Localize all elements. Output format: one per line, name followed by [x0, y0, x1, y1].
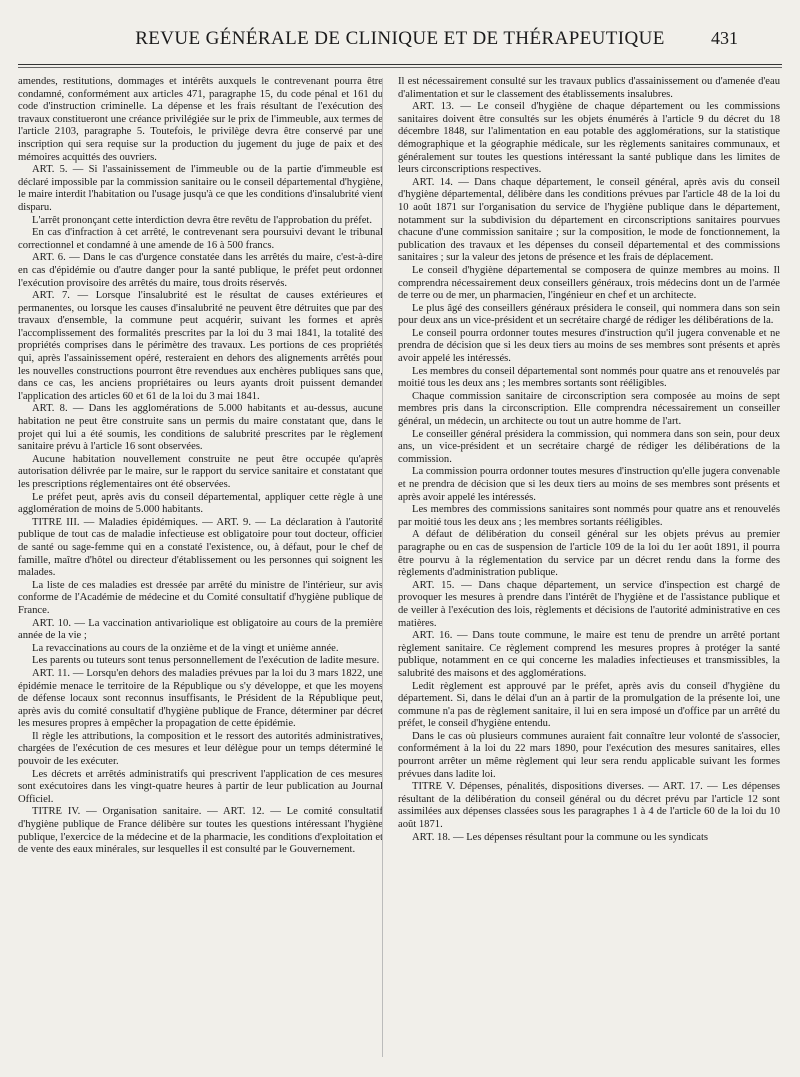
paragraph: TITRE V. Dépenses, pénalités, dispositions diverses. — ART. 17. — Les dépenses résultant de la délibération du conseil général ou du décret prévu par l'article 12 sont assimilées aux dépenses classées sous les paragraphes 1 à 4 de l'article 60 de la loi du 10 août 1871.: [398, 781, 780, 831]
paragraph: La revaccinations au cours de la onzième et de la vingt et unième année.: [32, 642, 339, 654]
paragraph: Les parents ou tuteurs sont tenus personnellement de l'exécution de ladite mesure.: [32, 655, 380, 667]
paragraph: ART. 8. — Dans les agglomérations de 5.000 habitants et au-dessus, aucune habitation ne peut être construite sans un permis du maire constatant que, dans le projet qui lui a été soumis, les conditions de salubrité prescrites par le règlement sanitaire prévu à l'article 16 sont observées.: [18, 403, 383, 453]
right-column: [398, 76, 780, 844]
paragraph: L'arrêt prononçant cette interdiction devra être revêtu de l'approbation du préfet.: [32, 214, 373, 226]
paragraph: TITRE III. — Maladies épidémiques. — ART. 9. — La déclaration à l'autorité publique de tout cas de maladie infectieuse est obligatoire pour tout docteur, officier de santé ou sage-femme qui en a constaté l'existence, ou, à défaut, pour le chef de famille, maître d'hôtel ou directeur d'établissement ou les personnes qui soignent les malades.: [18, 516, 383, 579]
paragraph: Les décrets et arrêtés administratifs qui prescrivent l'application de ces mesures sont exécutoires dans les vingt-quatre heures à partir de leur publication au Journal Officiel.: [18, 768, 383, 805]
paragraph: Il est nécessairement consulté sur les travaux publics d'assainissement ou d'amenée d'eau d'alimentation et sur le classement des établissements insalubres.: [398, 76, 780, 100]
paragraph: ART. 16. — Dans toute commune, le maire est tenu de prendre un arrêté portant règlement sanitaire. Ce règlement comprend les mesures propres à protéger la santé publique, notamment en ce qui concerne les maladies infectieuses et transmissibles, la salubrité des maisons et des agglomérations.: [398, 630, 780, 679]
header-rule-thin: [18, 67, 782, 68]
paragraph: amendes, restitutions, dommages et intérêts auxquels le contrevenant pourra être condamné, conformément aux articles 471, paragraphe 15, du code pénal et 161 du code d'instruction criminelle. La dépense et les frais résultant de l'exécution des travaux constitueront une créance privilégiée sur le prix de l'immeuble, aux termes de l'article 2103, paragraphe 5. Toutefois, le privilège devra être conservé par une inscription qui sera requise sur la production du jugement du juge de paix et des mémoires acquittés des ouvriers.: [18, 76, 383, 163]
running-title: REVUE GÉNÉRALE DE CLINIQUE ET DE THÉRAPEUTIQUE: [135, 28, 665, 49]
paragraph: ART. 18. — Les dépenses résultant pour la commune ou les syndicats: [412, 831, 709, 843]
paragraph: ART. 15. — Dans chaque département, un service d'inspection est chargé de provoquer les mesures à prendre dans l'intérêt de l'hygiène et de l'assistance publique et de veiller à l'exécution des lois, règlements et décisions de l'autorité administrative en ces matières.: [398, 579, 780, 629]
paragraph: Le préfet peut, après avis du conseil départemental, appliquer cette règle à une agglomération de moins de 5.000 habitants.: [18, 491, 383, 516]
paragraph: ART. 7. — Lorsque l'insalubrité est le résultat de causes extérieures et permanentes, ou lorsque les causes d'insalubrité ne peuvent être détruites que par des travaux d'ensemble, la commune peut acquérir, suivant les formes et après l'accomplissement des formalités prescrites par la loi du 3 mai 1841, la totalité des propriétés comprises dans le périmètre des travaux. Les portions de ces propriétés qui, après l'assainissement opéré, resteraient en dehors des alignements arrêtés pour les nouvelles constructions pourront être revendues aux enchères publiques sans que, dans ce cas, les anciens propriétaires ou leurs ayants droit puissent demander l'application des articles 60 et 61 de la loi du 3 mai 1841.: [18, 290, 383, 402]
paragraph: ART. 6. — Dans le cas d'urgence constatée dans les arrêtés du maire, c'est-à-dire en cas d'épidémie ou d'autre danger pour la santé publique, le préfet peut ordonner l'exécution provisoire des arrêtés du maire, tous droits réservés.: [18, 252, 383, 289]
page-number: 431: [711, 28, 738, 48]
header-rule: [18, 64, 782, 65]
paragraph: Aucune habitation nouvellement construite ne peut être occupée qu'après autorisation délivrée par le maire, sur le rapport du service sanitaire et constatant que les prescriptions réglementaires ont été observées.: [18, 453, 383, 490]
paragraph: Les membres des commissions sanitaires sont nommés pour quatre ans et renouvelés par moitié tous les deux ans ; les membres sortants rééligibles.: [398, 504, 780, 528]
paragraph: Le conseil pourra ordonner toutes mesures d'instruction qu'il jugera convenable et ne prendra de décision que si les deux tiers au moins de ses membres sont présents et après avoir appelé les intéressés.: [398, 327, 780, 365]
paragraph: ART. 10. — La vaccination antivariolique est obligatoire au cours de la première année de la vie ;: [18, 617, 383, 642]
paragraph: La commission pourra ordonner toutes mesures d'instruction qu'elle jugera convenable et ne prendra de décision que si les deux tiers au moins de ses membres sont présents et après avoir appelé les intéressés.: [398, 466, 780, 503]
left-column: [18, 76, 383, 857]
paragraph: Il règle les attributions, la composition et le ressort des autorités administratives, chargées de l'exécution de ces mesures et leur délègue pour un temps déterminé le pouvoir de les exécuter.: [18, 730, 383, 768]
paragraph: Le conseil d'hygiène départemental se composera de quinze membres au moins. Il comprendra nécessairement deux conseillers généraux, trois médecins dont un de l'armée de terre ou de mer, un pharmacien, l'ingénieur en chef et un architecte.: [398, 264, 780, 302]
paragraph: ART. 5. — Si l'assainissement de l'immeuble ou de la partie d'immeuble est déclaré impossible par la commission sanitaire ou le conseil départemental d'hygiène, le maire interdit l'habitation ou l'usage jusqu'à ce que les conditions d'insalubrité vient disparu.: [18, 164, 383, 213]
paragraph: Chaque commission sanitaire de circonscription sera composée au moins de sept membres pris dans la circonscription. Elle comprendra nécessairement un conseiller général, un médecin, un architecte ou tout un autre homme de l'art.: [398, 390, 780, 428]
page-header: [0, 18, 800, 58]
paragraph: A défaut de délibération du conseil général sur les objets prévus au premier paragraphe ou en cas de suspension de l'article 109 de la loi du 1er août 1891, il pourra être pourvu à la réglementation du service par un décret rendu dans la forme des règlements d'administration publique.: [398, 529, 780, 579]
paragraph: Les membres du conseil départemental sont nommés pour quatre ans et renouvelés par moitié tous les deux ans ; les membres sortants sont rééligibles.: [398, 365, 780, 390]
paragraph: ART. 11. — Lorsqu'en dehors des maladies prévues par la loi du 3 mars 1822, une épidémie menace le territoire de la République ou s'y développe, et que les moyens de défense locaux sont reconnus insuffisants, le Président de la République peut, après avis du comité consultatif d'hygiène publique de France, déterminer par décret les mesures propres à empêcher la propagation de cette épidémie.: [18, 667, 383, 730]
paragraph: En cas d'infraction à cet arrêté, le contrevenant sera poursuivi devant le tribunal correctionnel et condamné à une amende de 16 à 500 francs.: [18, 227, 383, 251]
paragraph: ART. 13. — Le conseil d'hygiène de chaque département ou les commissions sanitaires doivent être consultés sur les objets énumérés à l'article 9 du décret du 18 décembre 1848, sur l'alimentation en eau potable des agglomérations, sur la statistique démographique et la géographie médicale, sur les règlements sanitaires communaux, et généralement sur toutes les questions intéressant la santé publique dans les limites de leurs circonscriptions respectives.: [398, 101, 780, 176]
paragraph: TITRE IV. — Organisation sanitaire. — ART. 12. — Le comité consultatif d'hygiène publique de France délibère sur toutes les questions intéressant l'hygiène publique, l'exercice de la médecine et de la pharmacie, les conditions d'exploitation et de vente des eaux minérales, sur lesquelles il est consulté par le Gouvernement.: [18, 806, 383, 856]
paragraph: Le plus âgé des conseillers généraux présidera le conseil, qui nommera dans son sein pour deux ans un vice-président et un secrétaire chargé de rédiger les délibérations de la.: [398, 302, 780, 327]
paragraph: Dans le cas où plusieurs communes auraient fait connaître leur volonté de s'associer, conformément à la loi du 22 mars 1890, pour l'exécution des mesures sanitaires, elles pourront arrêter un même règlement qui leur sera rendu applicable suivant les formes prévues dans ladite loi.: [398, 730, 780, 780]
column-divider: [382, 78, 383, 1057]
paragraph: La liste de ces maladies est dressée par arrêté du ministre de l'intérieur, sur avis conforme de l'Académie de médecine et du Comité consultatif d'hygiène publique de France.: [18, 579, 383, 616]
paragraph: Ledit règlement est approuvé par le préfet, après avis du conseil d'hygiène du département. Si, dans le délai d'un an à partir de la promulgation de la présente loi, une commune n'a pas de règlement sanitaire, il lui en sera imposé un d'office par un arrêté du préfet, le conseil d'hygiène entendu.: [398, 680, 780, 730]
paragraph: ART. 14. — Dans chaque département, le conseil général, après avis du conseil d'hygiène départemental, délibère dans les conditions prévues par l'article 48 de la loi du 10 août 1871 sur l'organisation du service de l'hygiène publique dans le département, notamment sur la subdivision du département en circonscriptions sanitaires pourvues chacune d'une commission sanitaire ; sur la composition, le mode de fonctionnement, la publication des travaux et les dépenses du conseil départemental et des commissions sanitaires ; sur la valeur des jetons de présence et les frais de déplacement.: [398, 176, 780, 264]
paragraph: Le conseiller général présidera la commission, qui nommera dans son sein, pour deux ans, un vice-président et un secrétaire chargé de rédiger les délibérations de la commission.: [398, 428, 780, 465]
